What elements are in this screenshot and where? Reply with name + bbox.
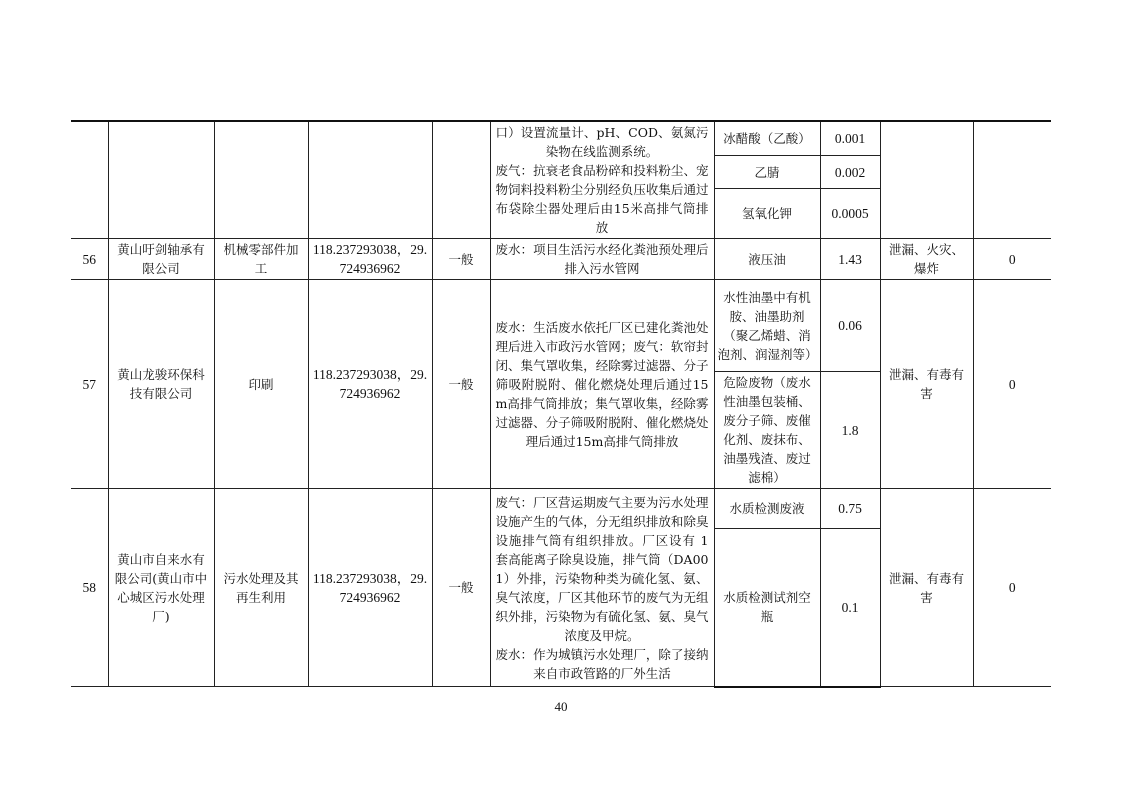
risk-level: 一般: [432, 280, 490, 489]
company-name: [108, 121, 214, 239]
description-paragraph: 废水：作为城镇污水处理厂，除了接纳来自市政管路的厂外生活: [495, 646, 709, 681]
description-paragraph: 废气：抗衰老食品粉碎和投料粉尘、宠物饲料投料粉尘分别经负压收集后通过布袋除尘器处理后由15米高排气筒排放: [495, 163, 709, 235]
company-name: 黄山龙骏环保科技有限公司: [108, 280, 214, 489]
risk-type: 泄漏、有毒有害: [880, 489, 973, 687]
risk-level: 一般: [432, 489, 490, 687]
table-row: [71, 121, 1051, 156]
risk-source-table: [71, 120, 1051, 688]
industry: 污水处理及其再生利用: [214, 489, 308, 687]
pollution-description: [490, 121, 714, 239]
pollution-description: [490, 239, 714, 280]
substance-amount: 0.75: [820, 489, 880, 529]
risk-level: 一般: [432, 239, 490, 280]
substance-name: 危险废物（废水性油墨包装桶、废分子筛、废催化剂、废抹布、油墨残渣、废过滤棉）: [714, 372, 820, 489]
substance-amount: 1.43: [820, 239, 880, 280]
substance-amount: 0.002: [820, 156, 880, 189]
page-number: 40: [554, 699, 568, 714]
industry: 机械零部件加工: [214, 239, 308, 280]
substance-amount: 0.0005: [820, 188, 880, 238]
pollution-description: [490, 280, 714, 489]
substance-name: 乙腈: [714, 156, 820, 189]
risk-type: 泄漏、有毒有害: [880, 280, 973, 489]
substance-name: 氢氧化钾: [714, 188, 820, 238]
table-row: [71, 239, 1051, 280]
substance-amount: 0.001: [820, 121, 880, 156]
row-number: 56: [71, 239, 108, 280]
substance-name: 液压油: [714, 239, 820, 280]
coordinates: [308, 121, 432, 239]
table-row: [71, 489, 1051, 529]
last-column: 0: [973, 489, 1051, 687]
last-column: 0: [973, 239, 1051, 280]
substance-amount: 0.06: [820, 280, 880, 372]
description-paragraph: 废水：生活废水依托厂区已建化粪池处理后进入市政污水管网；废气：软帘封闭、集气罩收集，经除雾过滤器、分子筛吸附脱附、催化燃烧处理后通过15m高排气筒排放；集气罩收集，经除雾过滤器、分子筛吸附脱附、催化燃烧处理后通过15m高排气筒排放: [495, 319, 709, 449]
risk-type: 泄漏、火灾、爆炸: [880, 239, 973, 280]
substance-name: 水质检测试剂空瓶: [714, 529, 820, 687]
description-paragraph: 废水：项目生活污水经化粪池预处理后排入污水管网: [495, 242, 709, 276]
description-paragraph: 废气：厂区营运期废气主要为污水处理设施产生的气体，分无组织排放和除臭设施排气筒有组织排放。厂区设有 1 套高能离子除臭设施，排气筒（DA001）外排，污染物种类为硫化氢、氨、臭气浓度，厂区其他环节的废气为无组织外排，污染物为有硫化氢、氨、臭气浓度及甲烷。: [495, 494, 709, 643]
row-number: 57: [71, 280, 108, 489]
table-row: [71, 280, 1051, 372]
substance-name: 水质检测废液: [714, 489, 820, 529]
coordinates: 118.237293038，29.724936962: [308, 280, 432, 489]
pollution-description: [490, 489, 714, 687]
coordinates: 118.237293038，29.724936962: [308, 239, 432, 280]
last-column: [973, 121, 1051, 239]
substance-amount: 0.1: [820, 529, 880, 687]
substance-name: 水性油墨中有机胺、油墨助剂（聚乙烯蜡、消泡剂、润湿剂等）: [714, 280, 820, 372]
risk-level: [432, 121, 490, 239]
row-number: 58: [71, 489, 108, 687]
substance-amount: 1.8: [820, 372, 880, 489]
company-name: 黄山吁剑轴承有限公司: [108, 239, 214, 280]
last-column: 0: [973, 280, 1051, 489]
industry: [214, 121, 308, 239]
row-number: [71, 121, 108, 239]
company-name: 黄山市自来水有限公司(黄山市中心城区污水处理厂): [108, 489, 214, 687]
substance-name: 冰醋酸（乙酸）: [714, 121, 820, 156]
industry: 印刷: [214, 280, 308, 489]
coordinates: 118.237293038，29.724936962: [308, 489, 432, 687]
description-paragraph: 口）设置流量计、pH、COD、氨氮污染物在线监测系统。: [495, 125, 709, 159]
risk-type: [880, 121, 973, 239]
